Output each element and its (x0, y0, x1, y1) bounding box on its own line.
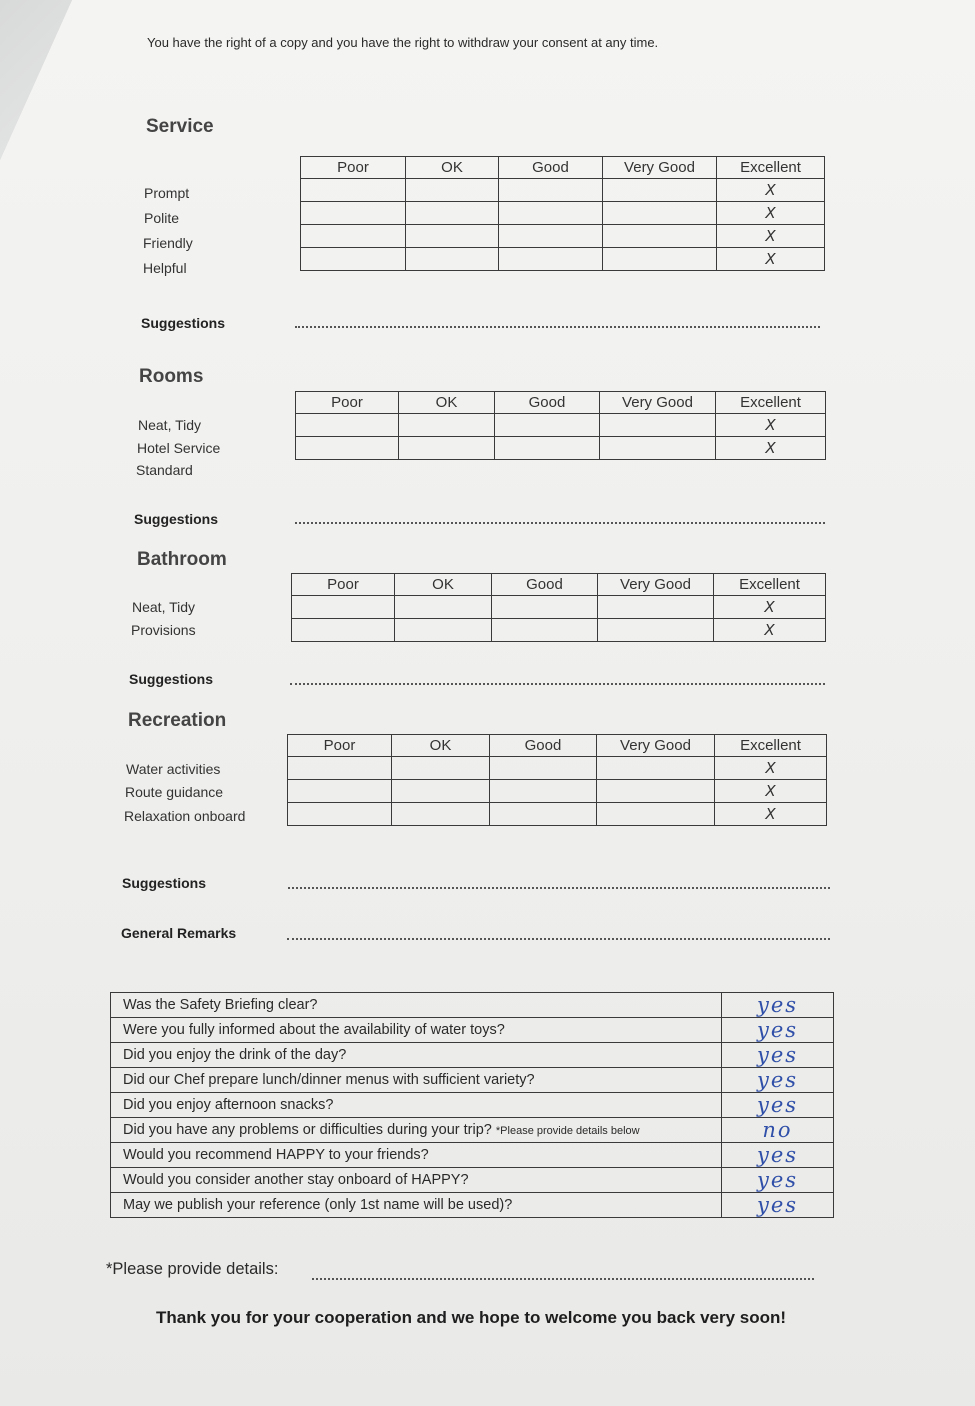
rating-mark[interactable]: X (716, 414, 826, 437)
header-poor: Poor (288, 735, 392, 757)
question-row (111, 1168, 834, 1193)
details-note: *Please provide details below (495, 1125, 640, 1137)
consent-notice: You have the right of a copy and you have the right to withdraw your consent at any time. (147, 35, 659, 50)
header-excellent: Excellent (717, 157, 825, 179)
question-row (111, 993, 834, 1018)
question-recommend: Would you recommend HAPPY to your friends? (111, 1143, 722, 1168)
header-ok: OK (399, 392, 495, 414)
header-ok: OK (395, 574, 492, 596)
suggestions-line[interactable] (295, 522, 825, 524)
question-chef-variety: Did our Chef prepare lunch/dinner menus with sufficient variety? (111, 1068, 722, 1093)
header-good: Good (490, 735, 597, 757)
suggestions-label: Suggestions (122, 875, 207, 891)
suggestions-label: Suggestions (141, 315, 226, 331)
header-good: Good (499, 157, 603, 179)
header-poor: Poor (292, 574, 395, 596)
thank-you-message: Thank you for your cooperation and we hope to welcome you back very soon! (156, 1308, 787, 1327)
question-problems (111, 1118, 722, 1143)
answer-cell[interactable]: no (722, 1118, 834, 1143)
item-standard: Standard (136, 462, 193, 478)
answer-cell[interactable]: yes (722, 993, 834, 1018)
item-neat-tidy: Neat, Tidy (132, 599, 196, 615)
header-very-good: Very Good (598, 574, 714, 596)
question-row (111, 1193, 834, 1218)
header-poor: Poor (301, 157, 406, 179)
suggestions-line[interactable] (288, 887, 830, 889)
questions-table (110, 992, 834, 1218)
header-good: Good (492, 574, 598, 596)
answer-cell[interactable]: yes (722, 1143, 834, 1168)
item-prompt: Prompt (144, 185, 190, 201)
item-provisions: Provisions (131, 622, 196, 638)
header-ok: OK (392, 735, 490, 757)
rating-mark[interactable]: X (716, 437, 826, 460)
question-row (111, 1118, 834, 1143)
header-ok: OK (406, 157, 499, 179)
header-good: Good (495, 392, 600, 414)
recreation-rating-table (287, 734, 827, 826)
question-problems-text: Did you have any problems or difficulties during your trip? (123, 1122, 492, 1138)
question-row (111, 1068, 834, 1093)
item-hotel-service: Hotel Service (137, 440, 221, 456)
general-remarks-label: General Remarks (121, 925, 237, 941)
rating-mark[interactable]: X (717, 202, 825, 225)
general-remarks-line[interactable] (287, 938, 830, 940)
bathroom-rating-table (291, 573, 826, 642)
rating-mark[interactable]: X (717, 225, 825, 248)
header-very-good: Very Good (603, 157, 717, 179)
question-afternoon-snacks: Did you enjoy afternoon snacks? (111, 1093, 722, 1118)
question-drink-of-day: Did you enjoy the drink of the day? (111, 1043, 722, 1068)
item-helpful: Helpful (143, 260, 187, 276)
item-friendly: Friendly (143, 235, 193, 251)
rating-mark[interactable]: X (715, 757, 827, 780)
item-neat-tidy: Neat, Tidy (138, 417, 202, 433)
item-route-guidance: Route guidance (125, 784, 224, 800)
question-publish-reference: May we publish your reference (only 1st name will be used)? (111, 1193, 722, 1218)
question-water-toys: Were you fully informed about the availability of water toys? (111, 1018, 722, 1043)
section-title-recreation: Recreation (128, 710, 227, 731)
section-title-rooms: Rooms (139, 366, 204, 387)
answer-cell[interactable]: yes (722, 1093, 834, 1118)
item-water-activities: Water activities (126, 761, 221, 777)
suggestions-line[interactable] (290, 683, 825, 685)
question-safety-briefing: Was the Safety Briefing clear? (111, 993, 722, 1018)
details-label: *Please provide details: (106, 1260, 279, 1278)
header-poor: Poor (296, 392, 399, 414)
item-relaxation-onboard: Relaxation onboard (124, 808, 246, 824)
question-row (111, 1093, 834, 1118)
rooms-rating-table (295, 391, 826, 460)
rating-mark[interactable]: X (714, 619, 826, 642)
header-very-good: Very Good (597, 735, 715, 757)
question-row (111, 1143, 834, 1168)
question-another-stay: Would you consider another stay onboard of HAPPY? (111, 1168, 722, 1193)
header-very-good: Very Good (600, 392, 716, 414)
item-polite: Polite (144, 210, 180, 226)
suggestions-label: Suggestions (134, 511, 219, 527)
answer-cell[interactable]: yes (722, 1193, 834, 1218)
rating-mark[interactable]: X (717, 248, 825, 271)
rating-mark[interactable]: X (717, 179, 825, 202)
suggestions-label: Suggestions (129, 671, 214, 687)
section-title-bathroom: Bathroom (137, 549, 227, 570)
question-row (111, 1018, 834, 1043)
header-excellent: Excellent (716, 392, 826, 414)
answer-cell[interactable]: yes (722, 1018, 834, 1043)
answer-cell[interactable]: yes (722, 1068, 834, 1093)
service-rating-table (300, 156, 825, 271)
rating-mark[interactable]: X (715, 803, 827, 826)
header-excellent: Excellent (715, 735, 827, 757)
details-line[interactable] (312, 1278, 814, 1280)
answer-cell[interactable]: yes (722, 1168, 834, 1193)
question-row (111, 1043, 834, 1068)
rating-mark[interactable]: X (714, 596, 826, 619)
answer-cell[interactable]: yes (722, 1043, 834, 1068)
rating-mark[interactable]: X (715, 780, 827, 803)
suggestions-line[interactable] (295, 326, 820, 328)
header-excellent: Excellent (714, 574, 826, 596)
section-title-service: Service (146, 116, 214, 137)
